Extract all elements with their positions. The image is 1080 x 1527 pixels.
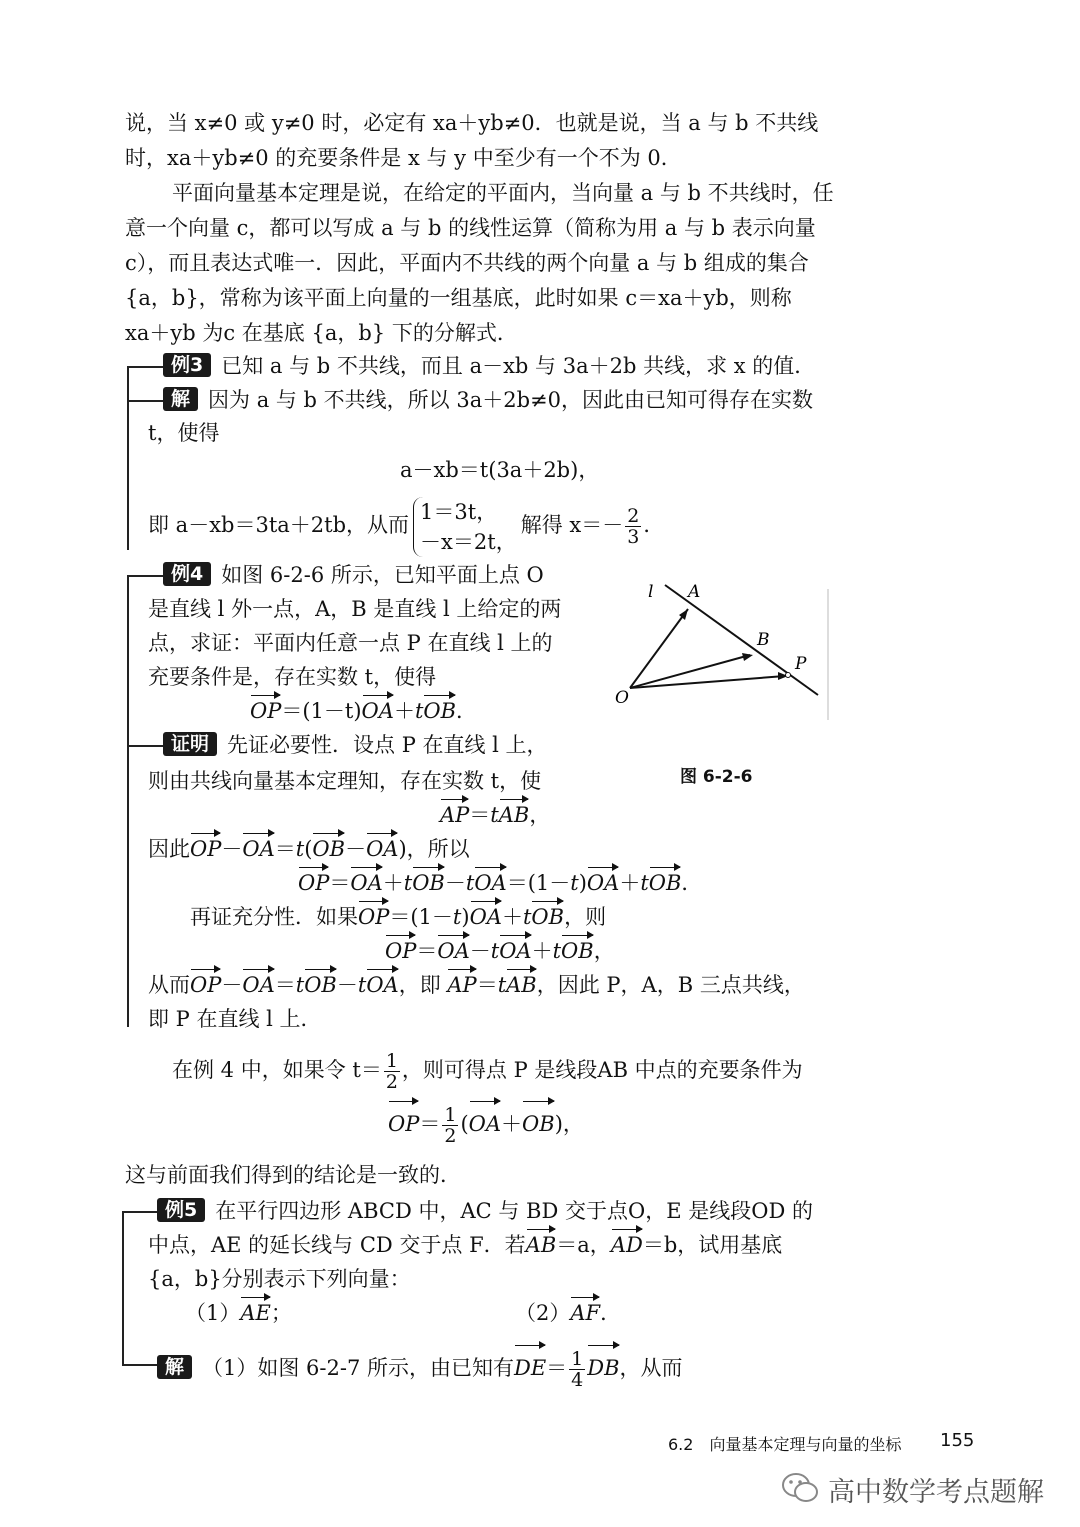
proof-text: 即 P 在直线 l 上． — [148, 1007, 322, 1031]
label-a: A — [688, 582, 701, 602]
period: ． — [643, 513, 665, 537]
display-formula: OP＝OA－tOA＋tOB， — [385, 936, 615, 966]
example-text: ＝a， — [556, 1233, 611, 1257]
example-text: 中点，AE 的延长线与 CD 交于点 F．若 — [148, 1233, 526, 1257]
example-badge: 例3 — [163, 353, 211, 377]
proof-line: 因此OP－OA＝t(OB－OA)，所以 — [148, 834, 470, 864]
proof-text: 先证必要性．设点 P 在直线 l 上， — [227, 733, 548, 757]
text-line: 说，当 x≠0 或 y≠0 时，必定有 xa＋yb≠0．也就是说，当 a 与 b 不共线 — [125, 111, 819, 135]
proof-text: 再证充分性．如果 — [190, 905, 358, 929]
display-formula: a－xb＝t(3a＋2b)， — [400, 458, 600, 482]
example-badge: 例5 — [157, 1198, 205, 1222]
display-formula: OP＝OA＋tOB－tOA＝(1－t)OA＋tOB． — [298, 868, 702, 898]
text-line: xa＋yb 为c 在基底 {a，b} 下的分解式． — [125, 321, 518, 345]
example-bracket — [122, 1211, 124, 1366]
section-footer: 6.2 向量基本定理与向量的坐标 — [668, 1435, 902, 1454]
remark-text: 在例 4 中，如果令 t＝ — [172, 1058, 382, 1082]
remark-text: ，则可得点 P 是线段AB 中点的充要条件为 — [401, 1058, 803, 1082]
equation-system — [413, 497, 517, 557]
sub-question-1: （1）AE； — [185, 1298, 292, 1328]
display-formula: OP＝ $\frac{1}{2}$ (OA＋OB)， — [388, 1104, 584, 1147]
solution-badge: 解 — [157, 1355, 192, 1379]
label-l: l — [648, 582, 654, 602]
proof-line: 从而OP－OA＝tOB－tOA，即 AP＝tAB，因此 P，A，B 三点共线， — [148, 970, 805, 1000]
example-badge: 例4 — [163, 562, 211, 586]
text-line: 时，xa＋yb≠0 的充要条件是 x 与 y 中至少有一个不为 0． — [125, 146, 682, 170]
example-3-statement — [163, 351, 815, 381]
proof-badge: 证明 — [163, 732, 217, 756]
example-bracket — [127, 366, 129, 550]
example-text: 在平行四边形 ABCD 中，AC 与 BD 交于点O，E 是线段OD 的 — [215, 1199, 813, 1223]
proof-text: ，所以 — [406, 837, 470, 861]
example-text: 点，求证：平面内任意一点 P 在直线 l 上的 — [148, 631, 553, 655]
text-line: 意一个向量 c，都可以写成 a 与 b 的线性运算（简称为用 a 与 b 表示向量 — [125, 216, 816, 240]
item-label: （1） — [185, 1301, 241, 1325]
equation: 1＝3t， — [420, 499, 498, 524]
example-text: ＝b，试用基底 — [642, 1233, 783, 1257]
solution-line: 解 （1）如图 6-2-7 所示，由已知有DE＝ $\frac{1}{4}$ DB，从而 — [157, 1346, 683, 1390]
example-text: {a，b}分别表示下列向量： — [148, 1267, 411, 1291]
example-text: 充要条件是，存在实数 t，使得 — [148, 665, 437, 689]
example-text: 如图 6-2-6 所示，已知平面上点 O — [221, 563, 544, 587]
text-line: 平面向量基本定理是说，在给定的平面内，当向量 a 与 b 不共线时，任 — [172, 181, 834, 205]
text-line: c），而且表达式唯一．因此，平面内不共线的两个向量 a 与 b 组成的集合 — [125, 251, 809, 275]
sub-question-2: （2）AF． — [515, 1298, 621, 1328]
equation: －x＝2t， — [420, 529, 517, 554]
figure-caption: 图 6-2-6 — [680, 767, 753, 787]
example-bracket — [127, 575, 129, 1027]
solution-text: 解得 x＝－ — [520, 513, 624, 537]
proof-text: ，则 — [564, 905, 607, 929]
proof-text: 则由共线向量基本定理知，存在实数 t，使 — [148, 769, 542, 793]
proof-text: ，因此 P，A，B 三点共线， — [536, 973, 805, 997]
solution-line — [163, 385, 813, 415]
solution-text: （1）如图 6-2-7 所示，由已知有 — [202, 1356, 514, 1380]
display-formula: OP＝(1－t)OA＋tOB． — [250, 696, 477, 726]
example-line: 中点，AE 的延长线与 CD 交于点 F．若AB＝a，AD＝b，试用基底 — [148, 1230, 782, 1260]
formula-part: ＝(1－t) — [281, 699, 362, 723]
solution-system-line — [148, 495, 664, 557]
remark-line — [172, 1048, 803, 1092]
solution-text: ，从而 — [619, 1356, 683, 1380]
example-5-statement — [157, 1196, 813, 1226]
example-text: 是直线 l 外一点，A，B 是直线 l 上给定的两 — [148, 597, 562, 621]
wechat-icon — [780, 1470, 820, 1506]
label-p: P — [795, 654, 807, 674]
label-o: O — [615, 688, 629, 708]
solution-line: t，使得 — [148, 421, 220, 445]
figure-6-2-6 — [600, 575, 845, 735]
fraction: $\frac{1}{2}$ — [385, 1050, 398, 1093]
remark-text: 这与前面我们得到的结论是一致的． — [125, 1163, 461, 1187]
proof-text: 从而 — [148, 973, 190, 997]
proof-line: 再证充分性．如果OP＝(1－t)OA＋tOB，则 — [190, 902, 606, 932]
proof-text: 因此 — [148, 837, 190, 861]
text-line: {a，b}，常称为该平面上向量的一组基底，此时如果 c＝xa＋yb，则称 — [125, 286, 792, 310]
example-text: 已知 a 与 b 不共线，而且 a－xb 与 3a＋2b 共线，求 x 的值． — [221, 354, 816, 378]
display-formula: AP＝tAB， — [440, 800, 550, 830]
watermark-text: 高中数学考点题解 — [828, 1477, 1044, 1508]
page-number: 155 — [940, 1430, 975, 1451]
solution-text: 因为 a 与 b 不共线，所以 3a＋2b≠0，因此由已知可得存在实数 — [208, 388, 813, 412]
label-b: B — [757, 630, 770, 650]
proof-line — [163, 730, 548, 760]
item-label: （2） — [515, 1301, 571, 1325]
fraction: $\frac{2}{3}$ — [627, 505, 640, 548]
solution-badge: 解 — [163, 387, 198, 411]
solution-text: 即 a－xb＝3ta＋2tb，从而 — [148, 513, 410, 537]
example-4-statement — [163, 560, 544, 590]
